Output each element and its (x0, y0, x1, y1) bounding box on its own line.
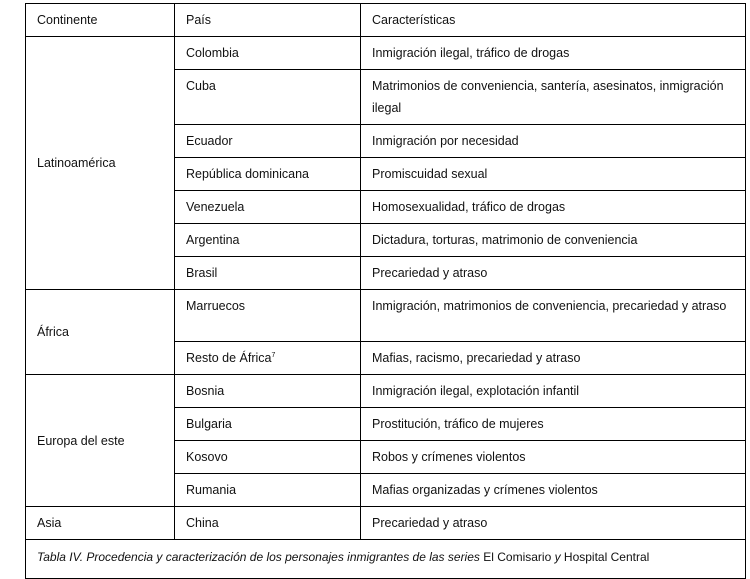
features-cell: Dictadura, torturas, matrimonio de conveniencia (361, 224, 746, 257)
country-cell: Kosovo (175, 441, 361, 474)
continent-asia: Asia (26, 507, 175, 540)
header-country: País (175, 4, 361, 37)
country-cell: Rumania (175, 474, 361, 507)
caption-series-2: Hospital Central (563, 550, 650, 564)
header-features: Características (361, 4, 746, 37)
table-row (26, 37, 746, 70)
header-continent: Continente (26, 4, 175, 37)
country-name: Resto de África (186, 351, 272, 365)
caption-conjunction: y (551, 550, 564, 564)
table-row (26, 290, 746, 342)
country-cell: Venezuela (175, 191, 361, 224)
features-cell: Homosexualidad, tráfico de drogas (361, 191, 746, 224)
country-cell: Cuba (175, 70, 361, 125)
country-cell: Brasil (175, 257, 361, 290)
features-cell: Inmigración ilegal, explotación infantil (361, 375, 746, 408)
continent-europa-este: Europa del este (26, 375, 175, 507)
continent-africa: África (26, 290, 175, 375)
table-caption (26, 540, 746, 579)
features-cell: Robos y crímenes violentos (361, 441, 746, 474)
features-cell: Precariedad y atraso (361, 507, 746, 540)
table-header-row (26, 4, 746, 37)
country-cell: República dominicana (175, 158, 361, 191)
country-cell: Argentina (175, 224, 361, 257)
features-cell: Inmigración ilegal, tráfico de drogas (361, 37, 746, 70)
footnote-marker: 7 (271, 351, 276, 359)
features-cell: Mafias, racismo, precariedad y atraso (361, 342, 746, 375)
immigrant-characters-table (25, 3, 746, 579)
country-cell: China (175, 507, 361, 540)
features-cell: Matrimonios de conveniencia, santería, asesinatos, inmigración ilegal (361, 70, 746, 125)
country-cell: Bulgaria (175, 408, 361, 441)
country-cell: Colombia (175, 37, 361, 70)
features-cell: Mafias organizadas y crímenes violentos (361, 474, 746, 507)
features-cell: Promiscuidad sexual (361, 158, 746, 191)
table-row (26, 507, 746, 540)
country-cell: Bosnia (175, 375, 361, 408)
features-cell: Inmigración por necesidad (361, 125, 746, 158)
country-cell: Ecuador (175, 125, 361, 158)
country-cell: Marruecos (175, 290, 361, 342)
continent-latinoamerica: Latinoamérica (26, 37, 175, 290)
features-cell: Inmigración, matrimonios de conveniencia, precariedad y atraso (361, 290, 746, 342)
caption-row (26, 540, 746, 579)
features-cell: Precariedad y atraso (361, 257, 746, 290)
features-cell: Prostitución, tráfico de mujeres (361, 408, 746, 441)
caption-text: Tabla IV. Procedencia y caracterización de los personajes inmigrantes de las series (37, 550, 484, 564)
table-row (26, 375, 746, 408)
caption-series-1: El Comisario (483, 550, 552, 564)
country-cell (175, 342, 361, 375)
